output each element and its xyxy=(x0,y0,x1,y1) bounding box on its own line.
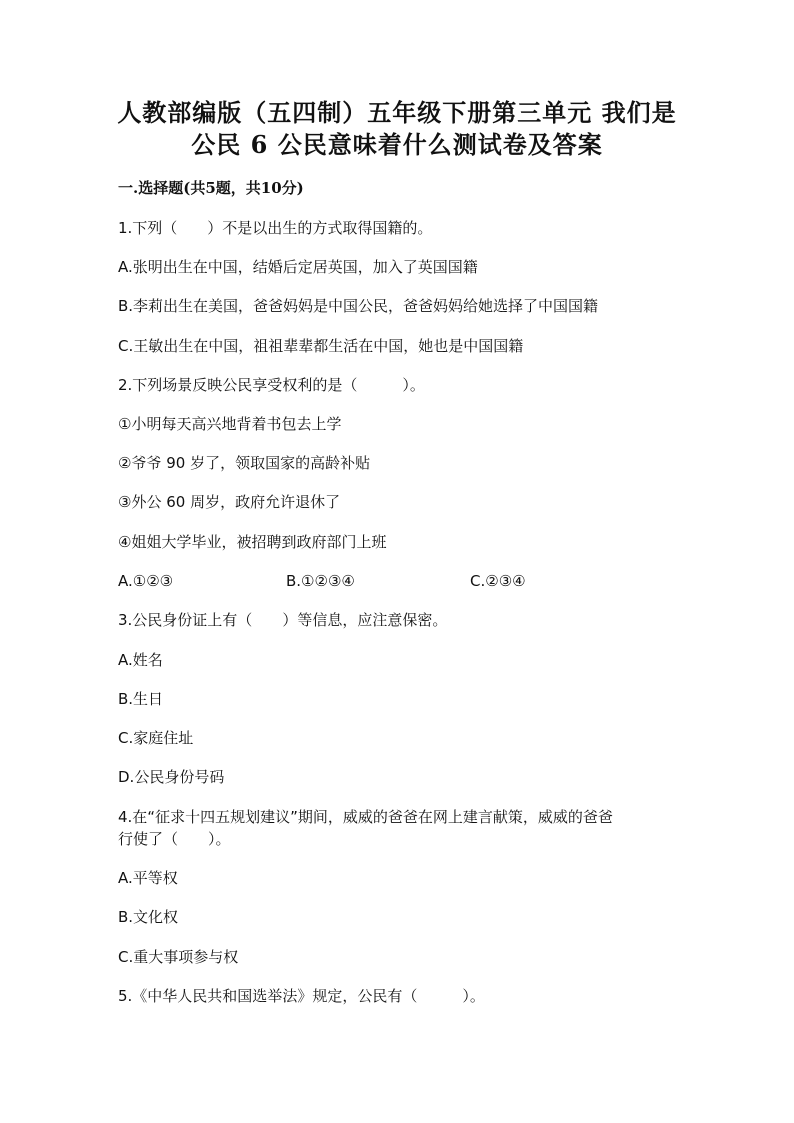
q2-option-c: C.②③④ xyxy=(470,572,526,590)
q2-option-b: B.①②③④ xyxy=(286,572,355,590)
q5-stem: 5.《中华人民共和国选举法》规定，公民有（ ）。 xyxy=(118,987,485,1005)
q3-option-a: A.姓名 xyxy=(118,651,163,669)
q2-options-row xyxy=(118,570,718,592)
q3-option-d: D.公民身份号码 xyxy=(118,768,225,786)
section-heading: 一.选择题(共5题，共10分) xyxy=(118,179,304,197)
q4-stem-line-1: 4.在“征求十四五规划建议”期间，威威的爸爸在网上建言献策，威威的爸爸 xyxy=(118,808,613,826)
q1-stem: 1.下列（ ）不是以出生的方式取得国籍的。 xyxy=(118,219,433,237)
q2-scenario-3: ③外公 60 周岁，政府允许退休了 xyxy=(118,493,341,511)
q4-stem-line-2: 行使了（ ）。 xyxy=(118,830,231,848)
q4-option-c: C.重大事项参与权 xyxy=(118,948,239,966)
page-title-line-2: 公民 6 公民意味着什么测试卷及答案 xyxy=(191,130,603,159)
q2-scenario-1: ①小明每天高兴地背着书包去上学 xyxy=(118,415,342,433)
q2-scenario-4: ④姐姐大学毕业，被招聘到政府部门上班 xyxy=(118,533,387,551)
q1-option-a: A.张明出生在中国，结婚后定居英国，加入了英国国籍 xyxy=(118,258,478,276)
q4-option-a: A.平等权 xyxy=(118,869,178,887)
q2-stem: 2.下列场景反映公民享受权利的是（ ）。 xyxy=(118,376,425,394)
q3-option-c: C.家庭住址 xyxy=(118,729,194,747)
q3-stem: 3.公民身份证上有（ ）等信息，应注意保密。 xyxy=(118,611,448,629)
q2-scenario-2: ②爷爷 90 岁了，领取国家的高龄补贴 xyxy=(118,454,371,472)
q3-option-b: B.生日 xyxy=(118,690,164,708)
q1-option-c: C.王敏出生在中国，祖祖辈辈都生活在中国，她也是中国国籍 xyxy=(118,337,524,355)
q2-option-a: A.①②③ xyxy=(118,572,174,590)
page-title-line-1: 人教部编版（五四制）五年级下册第三单元 我们是 xyxy=(117,98,677,127)
q1-option-b: B.李莉出生在美国，爸爸妈妈是中国公民，爸爸妈妈给她选择了中国国籍 xyxy=(118,297,599,315)
q4-option-b: B.文化权 xyxy=(118,908,179,926)
